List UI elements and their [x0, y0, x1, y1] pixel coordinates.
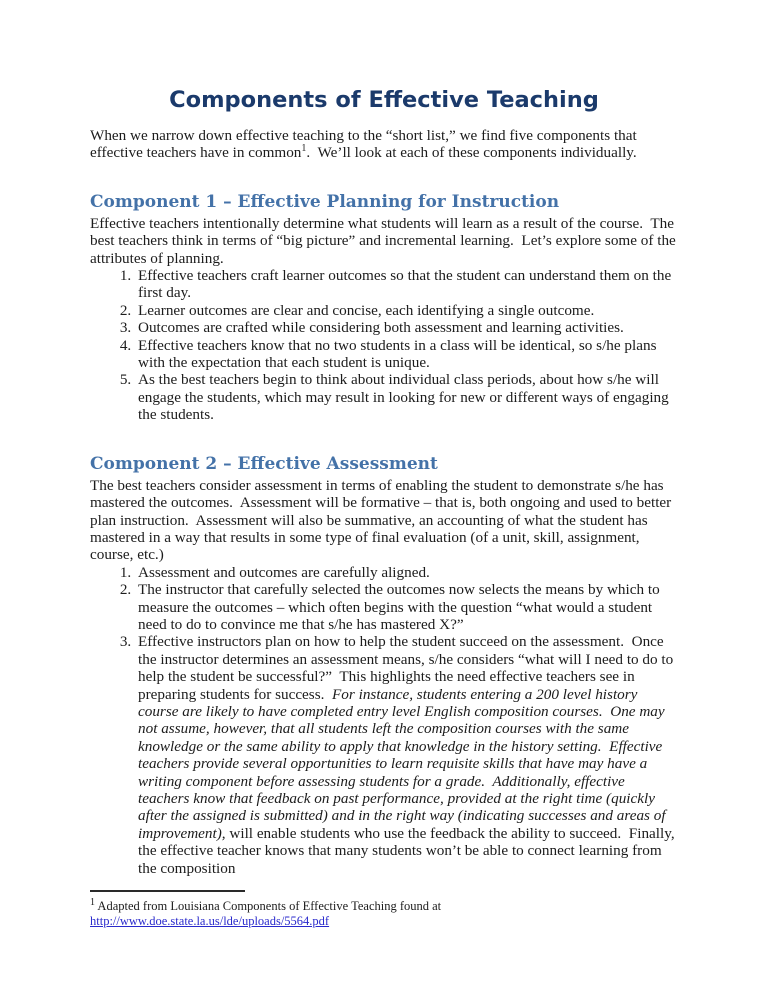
- footnote-separator: [90, 890, 245, 892]
- list-item: [135, 633, 678, 877]
- list-item-italic-text: For instance, students entering a 200 level history course are likely to have completed entry level English composition courses. One may not assume, however, that all students left the composition courses with the same knowledge or the same ability to apply that knowledge in the history setting. Effective teachers provide several opportunities to learn requisite skills that have may have a writing component before assessing students for a grade. Additionally, effective teachers know that feedback on past performance, provided at the right time (quickly after the assigned is submitted) and in the right way (indicating successes and areas of improvement),: [138, 685, 670, 842]
- footnote-area: [90, 890, 678, 929]
- section-2-paragraph: The best teachers consider assessment in terms of enabling the student to demonstrate s/he has mastered the outcomes. Assessment will be formative – that is, both ongoing and used to better plan instruction. Assessment will also be summative, an accounting of what the student has mastered in a way that results in some type of final evaluation (of a unit, skill, assignment, course, etc.): [90, 476, 676, 564]
- list-item-text-start: Effective instructors plan on how to help the student succeed on the assessment. Once the instructor determines an assessment means, s/he considers “what will I need to do to help the student be successful?” This highlights the need effective teachers see in preparing students for success.: [138, 633, 678, 703]
- section-1-list: [90, 267, 678, 424]
- list-item: 2. Learner outcomes are clear and concise, each identifying a single outcome.: [135, 302, 678, 319]
- section-1-heading: Component 1 – Effective Planning for Instruction: [90, 191, 560, 212]
- section-2-heading: Component 2 – Effective Assessment: [90, 453, 438, 474]
- list-item: 1. Effective teachers craft learner outcomes so that the student can understand them on the first day.: [135, 267, 678, 302]
- footnote-text: Adapted from Louisiana Components of Effective Teaching found at: [95, 899, 445, 914]
- list-item: 4. Effective teachers know that no two students in a class will be identical, so s/he plans with the expectation that each student is unique.: [135, 337, 678, 372]
- section-1-paragraph: Effective teachers intentionally determine what students will learn as a result of the course. The best teachers think in terms of “big picture” and incremental learning. Let’s explore some of the attributes of planning.: [90, 214, 680, 267]
- intro-text-start: When we narrow down effective teaching to the “short list,” we find five components that effective teachers have in common: [90, 127, 641, 162]
- intro-paragraph: [90, 127, 678, 162]
- document-title: Components of Effective Teaching: [169, 87, 599, 113]
- footnote: [90, 896, 678, 929]
- intro-text-end: . We’ll look at each of these components individually.: [306, 144, 637, 162]
- section-component-2: [90, 453, 678, 877]
- list-item: 1. Assessment and outcomes are carefully aligned.: [135, 564, 678, 581]
- list-item-text-end: will enable students who use the feedback the ability to succeed. Finally, the effective teacher knows that many students won’t be able to connect learning from the composition: [138, 824, 679, 877]
- footnote-link[interactable]: http://www.doe.state.la.us/lde/uploads/5564.pdf: [90, 914, 330, 929]
- list-item: 3. Outcomes are crafted while considering both assessment and learning activities.: [135, 319, 678, 336]
- footnote-number: 1: [90, 896, 95, 908]
- section-2-list: [90, 564, 678, 877]
- section-component-1: [90, 191, 678, 424]
- footnote-reference-mark: 1: [301, 143, 307, 155]
- list-item: 2. The instructor that carefully selected the outcomes now selects the means by which to measure the outcomes – which often begins with the question “what would a student need to do to convince me that s/he has mastered X?”: [135, 581, 678, 633]
- list-item: 5. As the best teachers begin to think about individual class periods, about how s/he will engage the students, which may result in looking for new or different ways of engaging the students.: [135, 371, 678, 423]
